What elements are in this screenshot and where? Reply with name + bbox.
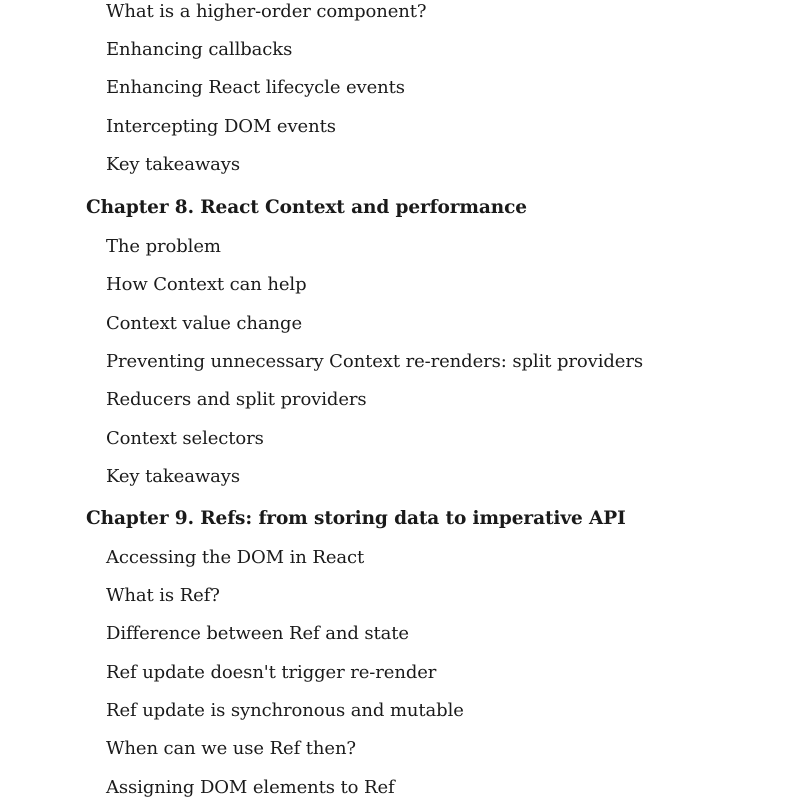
toc-entry-accessing-dom[interactable]: Accessing the DOM in React xyxy=(106,547,365,568)
toc-entry-assigning-dom-to-ref[interactable]: Assigning DOM elements to Ref xyxy=(106,777,395,798)
toc-entry-higher-order-component[interactable]: What is a higher-order component? xyxy=(106,1,427,22)
toc-entry-when-use-ref[interactable]: When can we use Ref then? xyxy=(106,738,356,759)
toc-entry-split-providers[interactable]: Preventing unnecessary Context re-renders: split providers xyxy=(106,351,643,372)
toc-entry-key-takeaways[interactable]: Key takeaways xyxy=(106,154,241,175)
chapter-8-heading[interactable]: Chapter 8. React Context and performance xyxy=(86,197,527,218)
toc-entry-how-context-can-help[interactable]: How Context can help xyxy=(106,274,307,295)
toc-entry-key-takeaways[interactable]: Key takeaways xyxy=(106,466,241,487)
toc-entry-ref-no-rerender[interactable]: Ref update doesn't trigger re-render xyxy=(106,662,437,683)
toc-entry-ref-vs-state[interactable]: Difference between Ref and state xyxy=(106,623,409,644)
chapter-9-heading[interactable]: Chapter 9. Refs: from storing data to imperative API xyxy=(86,508,626,529)
toc-entry-reducers-split-providers[interactable]: Reducers and split providers xyxy=(106,389,367,410)
toc-entry-the-problem[interactable]: The problem xyxy=(106,236,221,257)
toc-entry-intercepting-dom-events[interactable]: Intercepting DOM events xyxy=(106,116,336,137)
toc-entry-what-is-ref[interactable]: What is Ref? xyxy=(106,585,220,606)
toc-entry-enhancing-callbacks[interactable]: Enhancing callbacks xyxy=(106,39,293,60)
toc-entry-context-selectors[interactable]: Context selectors xyxy=(106,428,264,449)
toc-entry-context-value-change[interactable]: Context value change xyxy=(106,313,302,334)
toc-entry-enhancing-lifecycle-events[interactable]: Enhancing React lifecycle events xyxy=(106,77,405,98)
toc-entry-ref-synchronous[interactable]: Ref update is synchronous and mutable xyxy=(106,700,464,721)
